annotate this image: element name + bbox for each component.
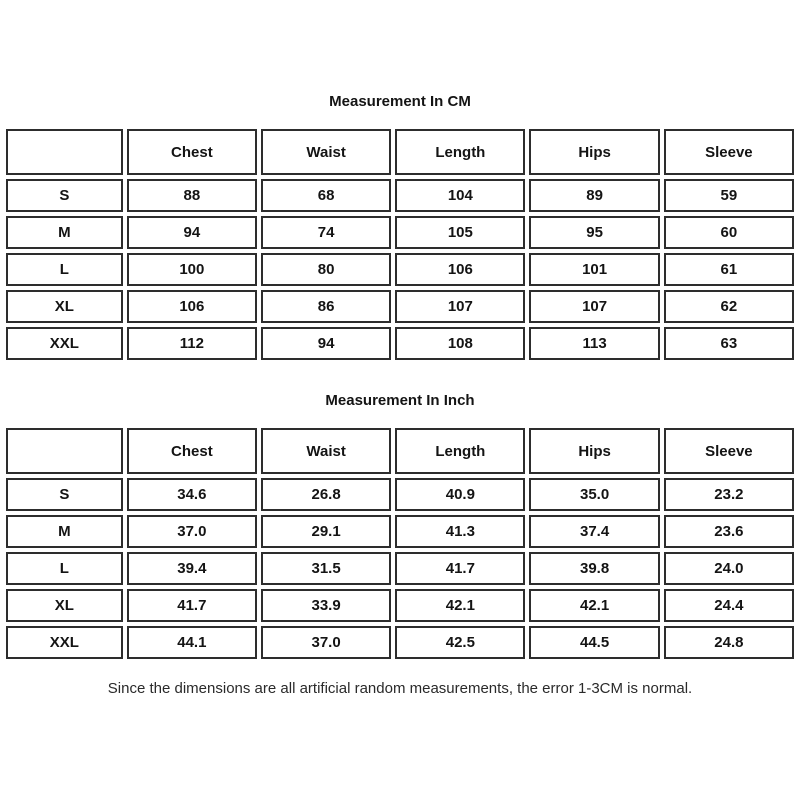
table-row (6, 515, 794, 548)
value-cell: 74 (261, 216, 391, 249)
measurement-disclaimer-note: Since the dimensions are all artificial random measurements, the error 1-3CM is normal. (107, 680, 693, 697)
size-table-inch (2, 424, 798, 663)
value-cell: 89 (529, 179, 659, 212)
size-cell: M (6, 515, 123, 548)
size-cell: S (6, 478, 123, 511)
value-cell: 107 (395, 290, 525, 323)
value-cell: 41.3 (395, 515, 525, 548)
table-row (6, 290, 794, 323)
value-cell: 106 (127, 290, 257, 323)
value-cell: 37.4 (529, 515, 659, 548)
value-cell: 100 (127, 253, 257, 286)
value-cell: 42.1 (529, 589, 659, 622)
value-cell: 39.4 (127, 552, 257, 585)
table-row (6, 253, 794, 286)
table-row (6, 626, 794, 659)
column-header-waist: Waist (261, 129, 391, 175)
table-row (6, 179, 794, 212)
table-row (6, 327, 794, 360)
value-cell: 39.8 (529, 552, 659, 585)
value-cell: 29.1 (261, 515, 391, 548)
column-header-sleeve: Sleeve (664, 428, 794, 474)
column-header-length: Length (395, 428, 525, 474)
value-cell: 23.2 (664, 478, 794, 511)
value-cell: 62 (664, 290, 794, 323)
value-cell: 42.5 (395, 626, 525, 659)
value-cell: 88 (127, 179, 257, 212)
corner-cell (6, 428, 123, 474)
value-cell: 95 (529, 216, 659, 249)
value-cell: 113 (529, 327, 659, 360)
size-table-cm (2, 125, 798, 364)
column-header-sleeve: Sleeve (664, 129, 794, 175)
column-header-length: Length (395, 129, 525, 175)
value-cell: 108 (395, 327, 525, 360)
column-header-chest: Chest (127, 428, 257, 474)
header-row (6, 428, 794, 474)
table-row (6, 552, 794, 585)
column-header-waist: Waist (261, 428, 391, 474)
size-cell: S (6, 179, 123, 212)
value-cell: 107 (529, 290, 659, 323)
value-cell: 44.5 (529, 626, 659, 659)
size-cell: XXL (6, 327, 123, 360)
value-cell: 94 (127, 216, 257, 249)
value-cell: 33.9 (261, 589, 391, 622)
value-cell: 24.4 (664, 589, 794, 622)
corner-cell (6, 129, 123, 175)
header-row (6, 129, 794, 175)
table-row (6, 478, 794, 511)
value-cell: 24.8 (664, 626, 794, 659)
column-header-hips: Hips (529, 129, 659, 175)
value-cell: 61 (664, 253, 794, 286)
value-cell: 86 (261, 290, 391, 323)
table-row (6, 216, 794, 249)
value-cell: 104 (395, 179, 525, 212)
size-cell: L (6, 253, 123, 286)
value-cell: 60 (664, 216, 794, 249)
value-cell: 42.1 (395, 589, 525, 622)
value-cell: 40.9 (395, 478, 525, 511)
value-cell: 24.0 (664, 552, 794, 585)
size-cell: M (6, 216, 123, 249)
value-cell: 35.0 (529, 478, 659, 511)
value-cell: 94 (261, 327, 391, 360)
table-row (6, 589, 794, 622)
value-cell: 105 (395, 216, 525, 249)
value-cell: 106 (395, 253, 525, 286)
column-header-chest: Chest (127, 129, 257, 175)
value-cell: 41.7 (127, 589, 257, 622)
value-cell: 31.5 (261, 552, 391, 585)
value-cell: 63 (664, 327, 794, 360)
size-cell: XXL (6, 626, 123, 659)
value-cell: 59 (664, 179, 794, 212)
value-cell: 112 (127, 327, 257, 360)
value-cell: 37.0 (261, 626, 391, 659)
value-cell: 68 (261, 179, 391, 212)
value-cell: 101 (529, 253, 659, 286)
value-cell: 41.7 (395, 552, 525, 585)
inch-table-title: Measurement In Inch (325, 392, 475, 409)
value-cell: 80 (261, 253, 391, 286)
size-cell: XL (6, 290, 123, 323)
value-cell: 44.1 (127, 626, 257, 659)
value-cell: 26.8 (261, 478, 391, 511)
value-cell: 23.6 (664, 515, 794, 548)
value-cell: 34.6 (127, 478, 257, 511)
cm-table-title: Measurement In CM (329, 93, 471, 110)
value-cell: 37.0 (127, 515, 257, 548)
column-header-hips: Hips (529, 428, 659, 474)
size-cell: L (6, 552, 123, 585)
size-cell: XL (6, 589, 123, 622)
